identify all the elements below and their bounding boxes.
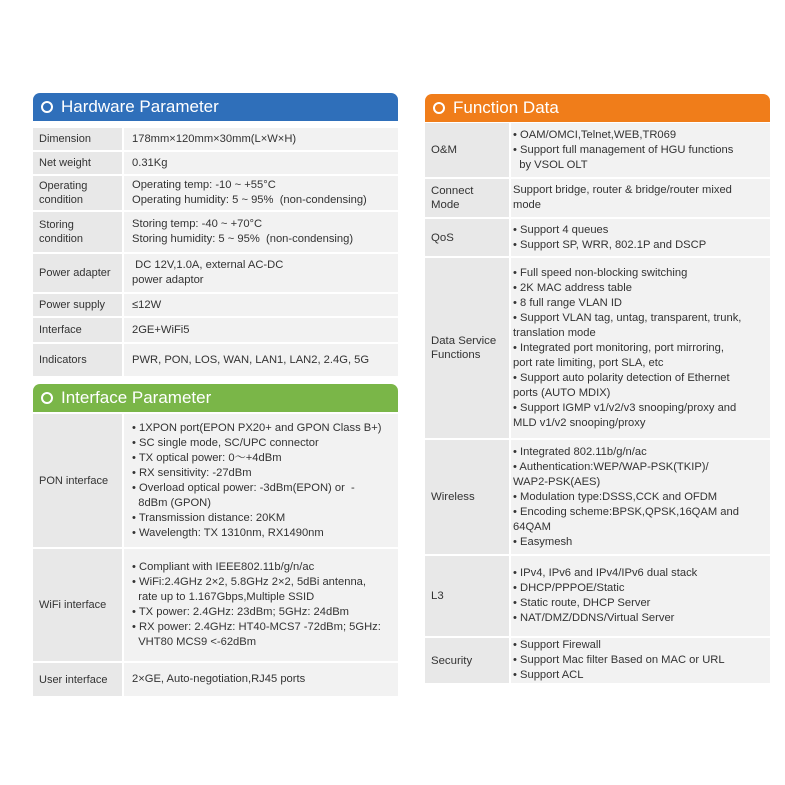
circle-bullet-icon [41, 101, 53, 113]
row-label: Net weight [33, 152, 124, 174]
row-value [511, 123, 770, 177]
value-line: • WiFi:2.4GHz 2×2, 5.8GHz 2×2, 5dBi antenna, [132, 576, 367, 588]
row-label: Dimension [33, 128, 124, 150]
value-line: • Support IGMP v1/v2/v3 snooping/proxy and [513, 401, 737, 414]
value-line: 178mm×120mm×30mm(L×W×H) [132, 132, 297, 145]
value-line: • Support ACL [513, 669, 584, 681]
value-line: 8dBm (GPON) [132, 496, 211, 509]
value-line: • Modulation type:DSSS,CCK and OFDM [513, 490, 718, 503]
value-line: 0.31Kg [132, 156, 168, 169]
value-line: WAP2-PSK(AES) [513, 475, 601, 488]
row-label: L3 [425, 556, 511, 636]
value-line: • Support VLAN tag, untag, transparent, trunk, [513, 311, 742, 324]
row-value [511, 556, 770, 636]
table-row [33, 128, 398, 152]
row-value [511, 440, 770, 554]
table-row [425, 123, 770, 179]
row-value [124, 318, 398, 342]
table-row [33, 152, 398, 176]
value-line: mode [513, 199, 541, 211]
value-line: • SC single mode, SC/UPC connector [132, 436, 319, 449]
row-value [511, 638, 770, 683]
value-line: by VSOL OLT [513, 158, 588, 171]
value-line: Operating temp: -10 ~ +55°C [132, 179, 276, 191]
section-title: Function Data [453, 98, 559, 117]
table-row [33, 176, 398, 212]
value-line: Support bridge, router & bridge/router mixed [513, 184, 732, 196]
value-line: • Support auto polarity detection of Ethernet [513, 371, 730, 384]
value-line: • 1XPON port(EPON PX20+ and GPON Class B+) [132, 421, 382, 434]
table-row [33, 294, 398, 318]
row-value [124, 344, 398, 376]
value-line: Storing temp: -40 ~ +70°C [132, 218, 263, 230]
row-label: Power adapter [33, 254, 124, 292]
table-row [33, 318, 398, 344]
value-line: • Integrated 802.11b/g/n/ac [513, 445, 647, 458]
table-row [33, 414, 398, 549]
value-line: • Easymesh [513, 535, 573, 548]
value-line: power adaptor [132, 274, 204, 286]
table-row [425, 556, 770, 638]
value-line: • Integrated port monitoring, port mirroring, [513, 341, 724, 354]
row-label: WiFi interface [33, 549, 124, 661]
table-row [33, 212, 398, 254]
value-line: • Encoding scheme:BPSK,QPSK,16QAM and [513, 505, 739, 518]
value-line: ports (AUTO MDIX) [513, 386, 611, 399]
row-label: Data Service Functions [425, 258, 511, 438]
value-line: port rate limiting, port SLA, etc [513, 356, 664, 369]
value-line: • OAM/OMCI,Telnet,WEB,TR069 [513, 128, 677, 141]
row-label: Security [425, 638, 511, 683]
value-line: PWR, PON, LOS, WAN, LAN1, LAN2, 2.4G, 5G [132, 353, 370, 366]
row-value [124, 663, 398, 696]
row-value [124, 254, 398, 292]
row-value [124, 152, 398, 174]
row-value [511, 258, 770, 438]
table-row [425, 638, 770, 685]
row-label: Interface [33, 318, 124, 342]
value-line: • RX power: 2.4GHz: HT40-MCS7 -72dBm; 5GHz: [132, 621, 381, 633]
value-line: • Support Mac filter Based on MAC or URL [513, 654, 725, 666]
row-value [511, 219, 770, 256]
row-label: O&M [425, 123, 511, 177]
value-line: • Support SP, WRR, 802.1P and DSCP [513, 238, 707, 251]
row-value [511, 179, 770, 217]
row-value [124, 294, 398, 316]
value-line: • Wavelength: TX 1310nm, RX1490nm [132, 526, 324, 539]
value-line: Operating humidity: 5 ~ 95% (non-condensing) [132, 194, 367, 206]
interface-parameter-table [33, 414, 398, 698]
value-line: • Full speed non-blocking switching [513, 266, 688, 279]
section-title: Interface Parameter [61, 388, 212, 407]
value-line: • IPv4, IPv6 and IPv4/IPv6 dual stack [513, 567, 698, 579]
row-value [124, 212, 398, 252]
hardware-parameter-header [33, 93, 398, 121]
circle-bullet-icon [41, 392, 53, 404]
row-value [124, 549, 398, 661]
row-label: Operating condition [33, 176, 124, 210]
value-line: rate up to 1.167Gbps,Multiple SSID [132, 591, 315, 603]
value-line: • Support 4 queues [513, 223, 609, 236]
value-line: • 8 full range VLAN ID [513, 296, 623, 309]
table-row [425, 219, 770, 258]
table-row [33, 663, 398, 698]
value-line: • Authentication:WEP/WAP-PSK(TKIP)/ [513, 460, 709, 473]
row-label: Power supply [33, 294, 124, 316]
row-value [124, 128, 398, 150]
row-label: Wireless [425, 440, 511, 554]
row-label: Indicators [33, 344, 124, 376]
value-line: • TX power: 2.4GHz: 23dBm; 5GHz: 24dBm [132, 606, 349, 618]
value-line: • Transmission distance: 20KM [132, 511, 286, 524]
function-data-header [425, 94, 770, 122]
table-row [33, 254, 398, 294]
value-line: 64QAM [513, 520, 551, 533]
hardware-parameter-table [33, 128, 398, 378]
row-label: QoS [425, 219, 511, 256]
value-line: • NAT/DMZ/DDNS/Virtual Server [513, 612, 675, 624]
function-data-table [425, 123, 770, 685]
table-row [33, 344, 398, 378]
value-line: DC 12V,1.0A, external AC-DC [132, 259, 284, 271]
value-line: • RX sensitivity: -27dBm [132, 466, 252, 479]
value-line: 2×GE, Auto-negotiation,RJ45 ports [132, 673, 306, 685]
value-line: Storing humidity: 5 ~ 95% (non-condensing) [132, 233, 354, 245]
table-row [33, 549, 398, 663]
section-title: Hardware Parameter [61, 97, 219, 116]
table-row [425, 258, 770, 440]
row-value [124, 414, 398, 547]
row-label: Connect Mode [425, 179, 511, 217]
value-line: • Static route, DHCP Server [513, 597, 651, 609]
circle-bullet-icon [433, 102, 445, 114]
row-label: User interface [33, 663, 124, 696]
table-row [425, 179, 770, 219]
row-label: PON interface [33, 414, 124, 547]
table-row [425, 440, 770, 556]
row-value [124, 176, 398, 210]
value-line: • Compliant with IEEE802.11b/g/n/ac [132, 561, 315, 573]
value-line: 2GE+WiFi5 [132, 323, 190, 336]
value-line: • 2K MAC address table [513, 281, 632, 294]
value-line: MLD v1/v2 snooping/proxy [513, 416, 646, 429]
row-label: Storing condition [33, 212, 124, 252]
value-line: • Support Firewall [513, 639, 601, 651]
value-line: • TX optical power: 0～+4dBm [132, 451, 282, 464]
value-line: • Overload optical power: -3dBm(EPON) or - [132, 481, 355, 494]
value-line: ≤12W [132, 298, 162, 311]
interface-parameter-header [33, 384, 398, 412]
value-line: translation mode [513, 326, 596, 339]
value-line: • Support full management of HGU functions [513, 143, 734, 156]
value-line: VHT80 MCS9 <-62dBm [132, 636, 257, 648]
value-line: • DHCP/PPPOE/Static [513, 582, 625, 594]
